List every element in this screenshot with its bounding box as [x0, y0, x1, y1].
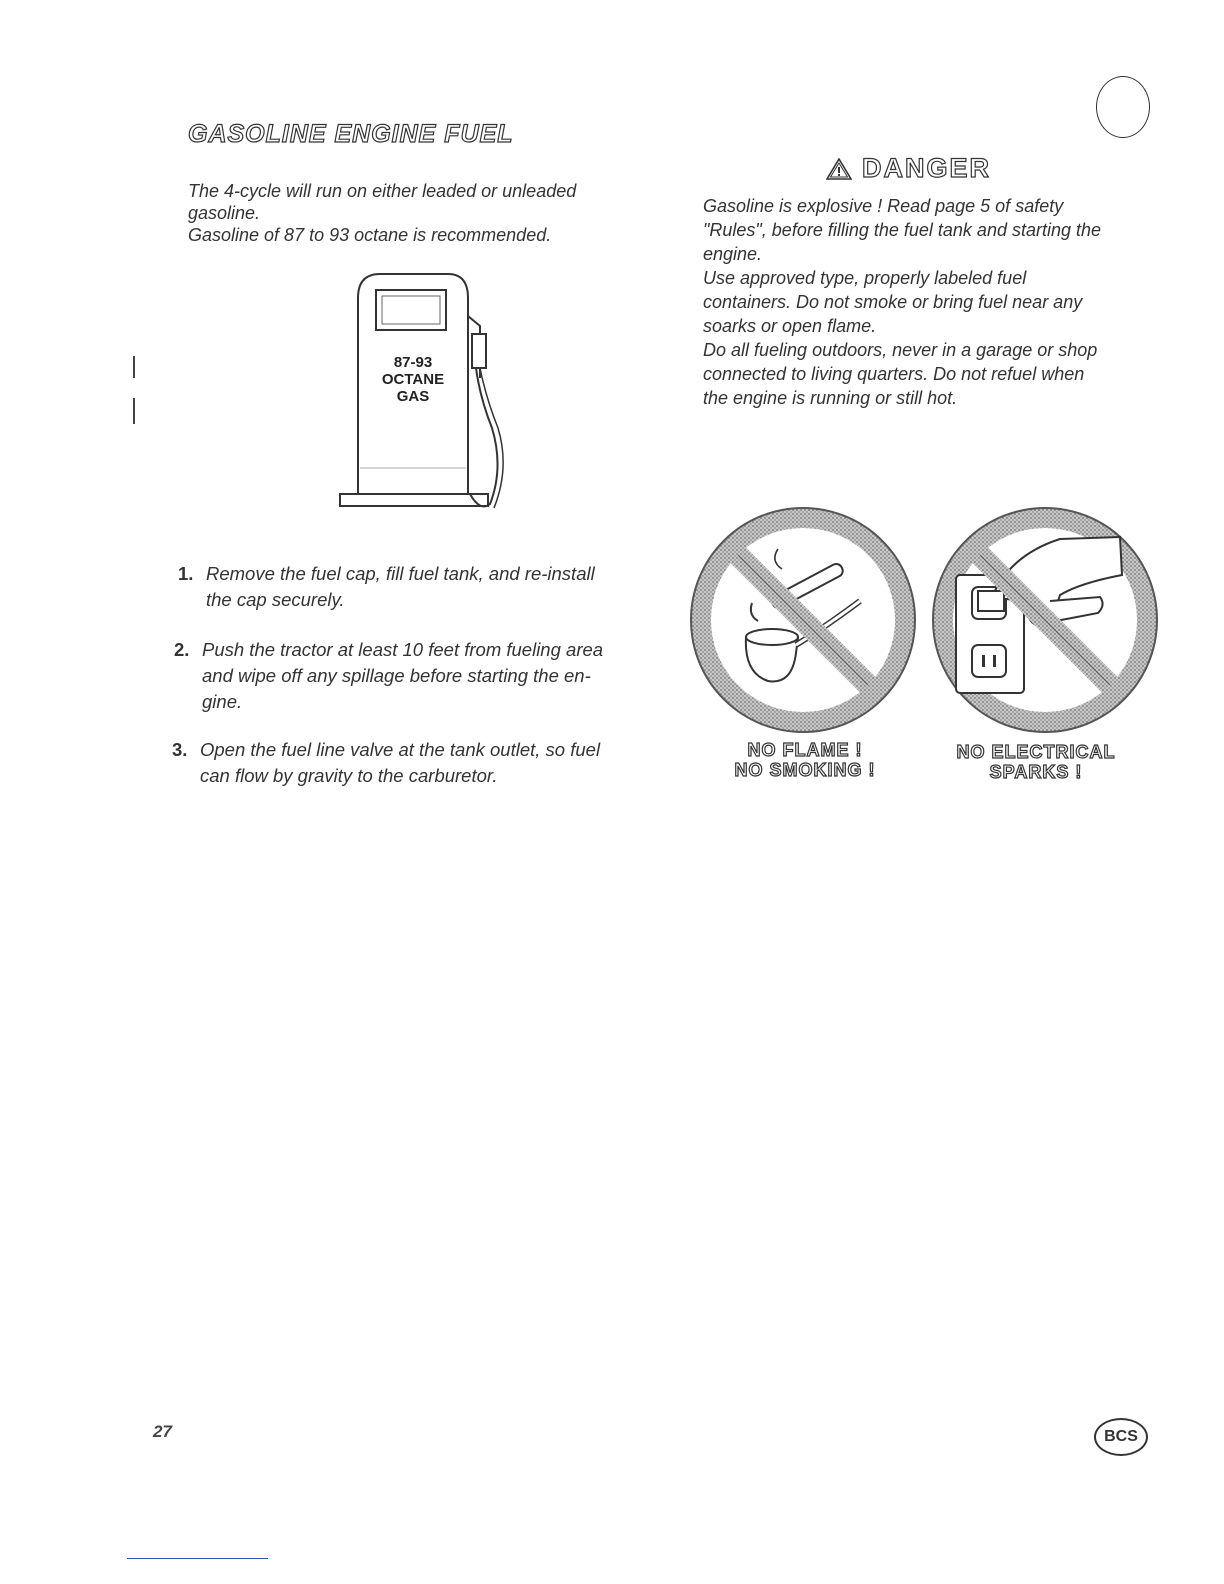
step-number: 3. — [172, 739, 188, 760]
danger-line: Do all fueling outdoors, never in a garage or shop — [703, 340, 1098, 360]
step-line: Push the tractor at least 10 feet from fueling area — [202, 639, 604, 660]
intro-line: Gasoline of 87 to 93 octane is recommended. — [188, 225, 552, 245]
footer-rule — [127, 1558, 268, 1559]
danger-line: the engine is running or still hot. — [703, 388, 958, 408]
intro-line: gasoline. — [188, 203, 261, 223]
bcs-logo-text: BCS — [1104, 1428, 1138, 1445]
corner-circle-mark — [1096, 76, 1150, 138]
sign-label-line: NO SMOKING ! — [734, 760, 876, 780]
step-line: the cap securely. — [206, 589, 345, 610]
pump-label-line: OCTANE — [381, 371, 445, 388]
step-line: Open the fuel line valve at the tank outlet, so fuel — [200, 739, 601, 760]
danger-line: soarks or open flame. — [703, 316, 877, 336]
page-number: 27 — [153, 1422, 172, 1441]
danger-line: "Rules", before filling the fuel tank and starting the — [703, 220, 1102, 240]
step-line: gine. — [202, 691, 243, 712]
no-electrical-sparks-sign — [930, 505, 1160, 735]
warning-triangle-icon — [826, 158, 852, 180]
no-sparks-label — [916, 742, 1156, 782]
intro-text — [188, 180, 658, 246]
danger-heading — [826, 153, 991, 184]
step-line: can flow by gravity to the carburetor. — [200, 765, 498, 786]
step-line: and wipe off any spillage before starting the en- — [202, 665, 591, 686]
danger-line: connected to living quarters. Do not refuel when — [703, 364, 1085, 384]
danger-line: Use approved type, properly labeled fuel — [703, 268, 1027, 288]
danger-line: Gasoline is explosive ! Read page 5 of safety — [703, 196, 1064, 216]
danger-title: DANGER — [862, 153, 992, 183]
scan-mark — [133, 398, 135, 424]
step-number: 2. — [174, 639, 190, 660]
step-1 — [178, 561, 666, 613]
danger-line: containers. Do not smoke or bring fuel near any — [703, 292, 1083, 312]
section-title: GASOLINE ENGINE FUEL — [188, 120, 514, 148]
fuel-pump-illustration — [330, 268, 510, 518]
bcs-logo — [1094, 1418, 1148, 1456]
pump-label-line: 87-93 — [393, 354, 433, 371]
pump-label-line: GAS — [396, 388, 430, 405]
sign-label-line: NO ELECTRICAL — [956, 742, 1116, 762]
step-3 — [172, 737, 670, 789]
step-number: 1. — [178, 563, 194, 584]
scan-mark — [133, 356, 135, 378]
danger-text — [703, 194, 1173, 410]
step-line: Remove the fuel cap, fill fuel tank, and re-install — [206, 563, 595, 584]
danger-line: engine. — [703, 244, 763, 264]
no-smoking-sign — [688, 505, 918, 735]
no-flame-label — [690, 740, 920, 780]
step-2 — [174, 637, 672, 715]
sign-label-line: NO FLAME ! — [747, 740, 863, 760]
intro-line: The 4-cycle will run on either leaded or unleaded — [188, 181, 577, 201]
pump-label — [358, 354, 468, 405]
sign-label-line: SPARKS ! — [989, 762, 1083, 782]
